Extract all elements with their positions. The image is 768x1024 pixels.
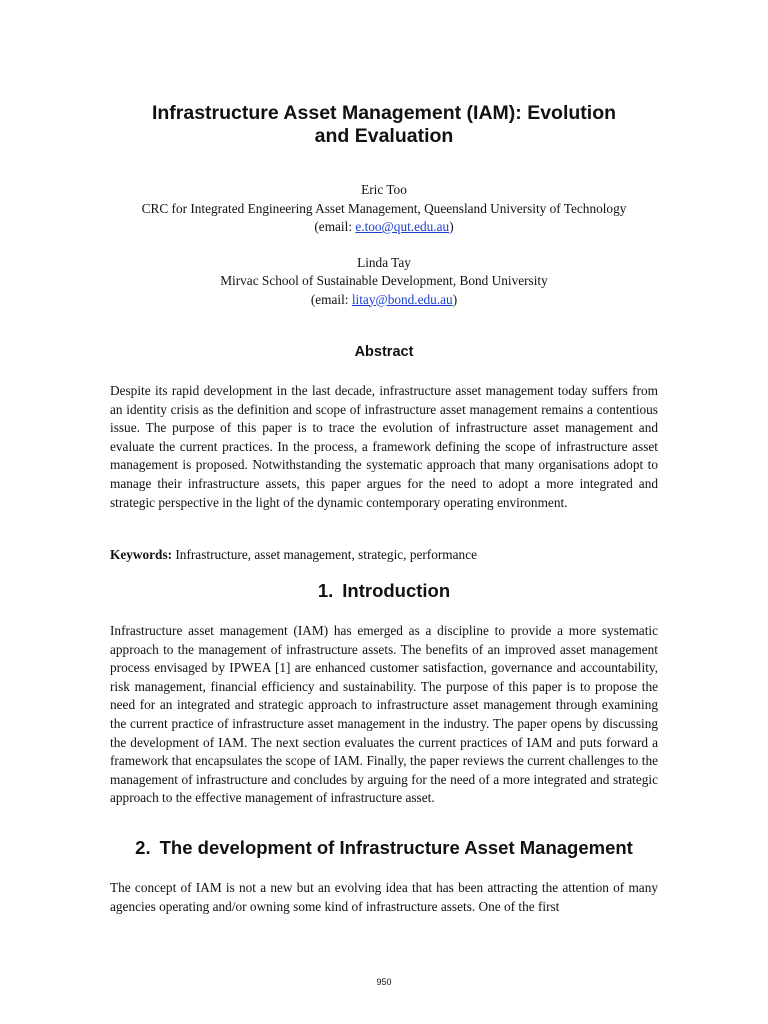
section-title: The development of Infrastructure Asset Management (159, 837, 633, 858)
keywords-line (110, 546, 658, 565)
email-suffix: ) (452, 291, 458, 307)
author-email-line (60, 291, 708, 310)
author-affiliation: CRC for Integrated Engineering Asset Management, Queensland University of Technology (141, 200, 627, 216)
keywords-label: Keywords: (110, 547, 173, 562)
section-heading (0, 837, 768, 859)
section-title: Introduction (342, 580, 451, 601)
email-prefix: (email: (314, 219, 356, 234)
email-suffix: ) (449, 219, 454, 234)
section-number: 2. (135, 837, 151, 858)
email-prefix: (email: (310, 291, 352, 307)
author-spacer (60, 237, 708, 254)
author-block (60, 181, 708, 309)
email-link[interactable]: litay@bond.edu.au (351, 291, 453, 307)
author-email-line (60, 218, 708, 237)
section-heading (0, 580, 768, 602)
abstract-heading: Abstract (354, 344, 414, 360)
paper-title-line-2: and Evaluation (314, 125, 454, 147)
paper-title-line-1: Infrastructure Asset Management (IAM): Evolution (151, 102, 617, 124)
paper-title (100, 102, 668, 148)
email-link[interactable]: e.too@qut.edu.au (355, 219, 450, 234)
page-number: 950 (376, 977, 392, 987)
keywords-text: Infrastructure, asset management, strategic, performance (172, 547, 477, 562)
abstract-text: Despite its rapid development in the last decade, infrastructure asset management today suffers from an identity crisis as the definition and scope of infrastructure asset management remains a contentious issue. The purpose of this paper is to trace the evolution of infrastructure asset management and evaluate the current practices. In the process, a framework defining the scope of infrastructure asset management is proposed. Notwithstanding the systematic approach that many organisations adopt to manage their infrastructure assets, this paper argues for the need to adopt a more integrated and strategic perspective in the light of the dynamic contemporary operating environment. (110, 383, 658, 510)
section-body: Infrastructure asset management (IAM) has emerged as a discipline to provide a more systematic approach to the management of infrastructure assets. The benefits of an improved asset management process envisaged by IPWEA [1] are enhanced customer satisfaction, governance and accountability, risk management, financial efficiency and sustainability. The purpose of this paper is to propose the need for an integrated and strategic approach to infrastructure asset management through examining the current practice of infrastructure asset management in the industry. The paper opens by discussing the development of IAM. The next section evaluates the current practices of IAM and puts forward a framework that encapsulates the scope of IAM. Finally, the paper reviews the current challenges to the management of infrastructure and concludes by arguing for the need of a more integrated and strategic approach to the effective management of infrastructure asset. (110, 623, 658, 806)
author-name: Linda Tay (357, 254, 411, 270)
author-name: Eric Too (361, 182, 407, 197)
author-affiliation: Mirvac School of Sustainable Development, Bond University (220, 273, 548, 288)
section-number: 1. (317, 580, 334, 601)
section-body: The concept of IAM is not a new but an evolving idea that has been attracting the attention of many agencies operating and/or owning some kind of infrastructure assets. One of the first (110, 880, 658, 914)
